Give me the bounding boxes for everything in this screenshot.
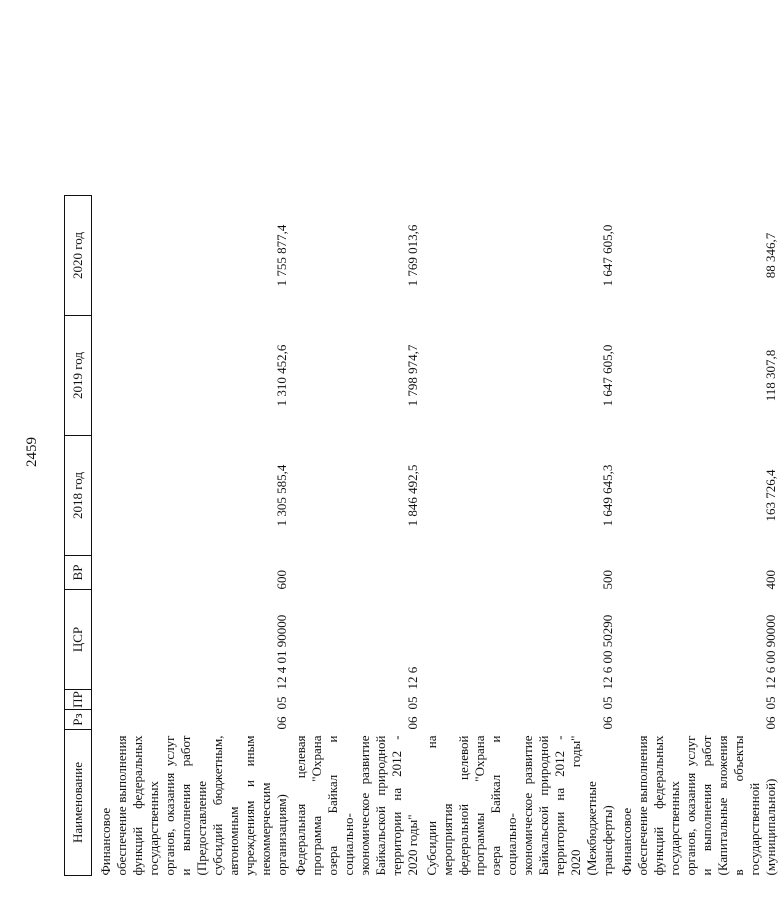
header-2020: 2020 год	[65, 196, 92, 316]
table-row	[98, 196, 293, 876]
row-2020: 1 647 605,0	[600, 224, 615, 287]
row-rz: 06	[600, 716, 615, 730]
row-2020: 1 769 013,6	[405, 224, 420, 287]
row-rz: 06	[405, 716, 420, 730]
header-2019: 2019 год	[65, 316, 92, 436]
row-2019: 118 307,8	[763, 349, 778, 402]
row-pr: 05	[405, 696, 420, 710]
table-row	[619, 196, 782, 876]
page-number: 2459	[24, 437, 40, 467]
row-2020: 88 346,7	[763, 232, 778, 279]
row-2018: 1 305 585,4	[274, 464, 289, 527]
header-pr: ПР	[65, 690, 92, 710]
row-2019: 1 798 974,7	[405, 344, 420, 407]
row-rz: 06	[274, 716, 289, 730]
row-2020: 1 755 877,4	[274, 224, 289, 287]
row-csr: 12 6 00 90000	[763, 614, 778, 690]
row-vr: 600	[274, 570, 289, 590]
row-csr: 12 6	[405, 666, 420, 690]
row-2019: 1 310 452,6	[274, 344, 289, 407]
header-vr: ВР	[65, 556, 92, 590]
header-csr: ЦСР	[65, 590, 92, 690]
row-pr: 05	[600, 696, 615, 710]
header-2018: 2018 год	[65, 436, 92, 556]
row-name: Финансовое обеспечение выполнения функций федеральных государственных органов, оказания услуг и выполнения работ (Капитальные вложения в объекты государственной (муниципальной)	[619, 735, 778, 876]
row-csr: 12 6 00 50290	[600, 614, 615, 690]
row-2018: 1 846 492,5	[405, 464, 420, 527]
header-name: Наименование	[65, 730, 92, 876]
row-rz: 06	[763, 716, 778, 730]
row-2018: 163 726,4	[763, 469, 778, 522]
row-vr	[293, 556, 424, 590]
table-row	[424, 196, 619, 876]
row-pr: 05	[274, 696, 289, 710]
row-pr: 05	[763, 696, 778, 710]
row-name: Федеральная целевая программа "Охрана озера Байкал и социально-экономическое развитие Байкальской природной территории на 2012 - 2020 годы"	[293, 735, 420, 876]
budget-table	[64, 195, 782, 876]
header-row	[65, 196, 92, 876]
row-csr: 12 4 01 90000	[274, 614, 289, 690]
row-name: Субсидии на мероприятия федеральной целевой программы "Охрана озера Байкал и социально-экономическое развитие Байкальской природной территории на 2012 - 2020 годы" (Межбюджетные трансферты)	[424, 735, 615, 876]
row-2019: 1 647 605,0	[600, 344, 615, 407]
table-row	[293, 196, 424, 876]
row-name: Финансовое обеспечение выполнения функций федеральных государственных органов, оказания услуг и выполнения работ (Предоставление субсидий бюджетным, автономным учреждениям и иным некоммерческим организациям)	[98, 735, 289, 876]
row-vr: 500	[600, 570, 615, 590]
row-2018: 1 649 645,3	[600, 464, 615, 527]
row-vr: 400	[763, 570, 778, 590]
header-rz: Рз	[65, 710, 92, 730]
